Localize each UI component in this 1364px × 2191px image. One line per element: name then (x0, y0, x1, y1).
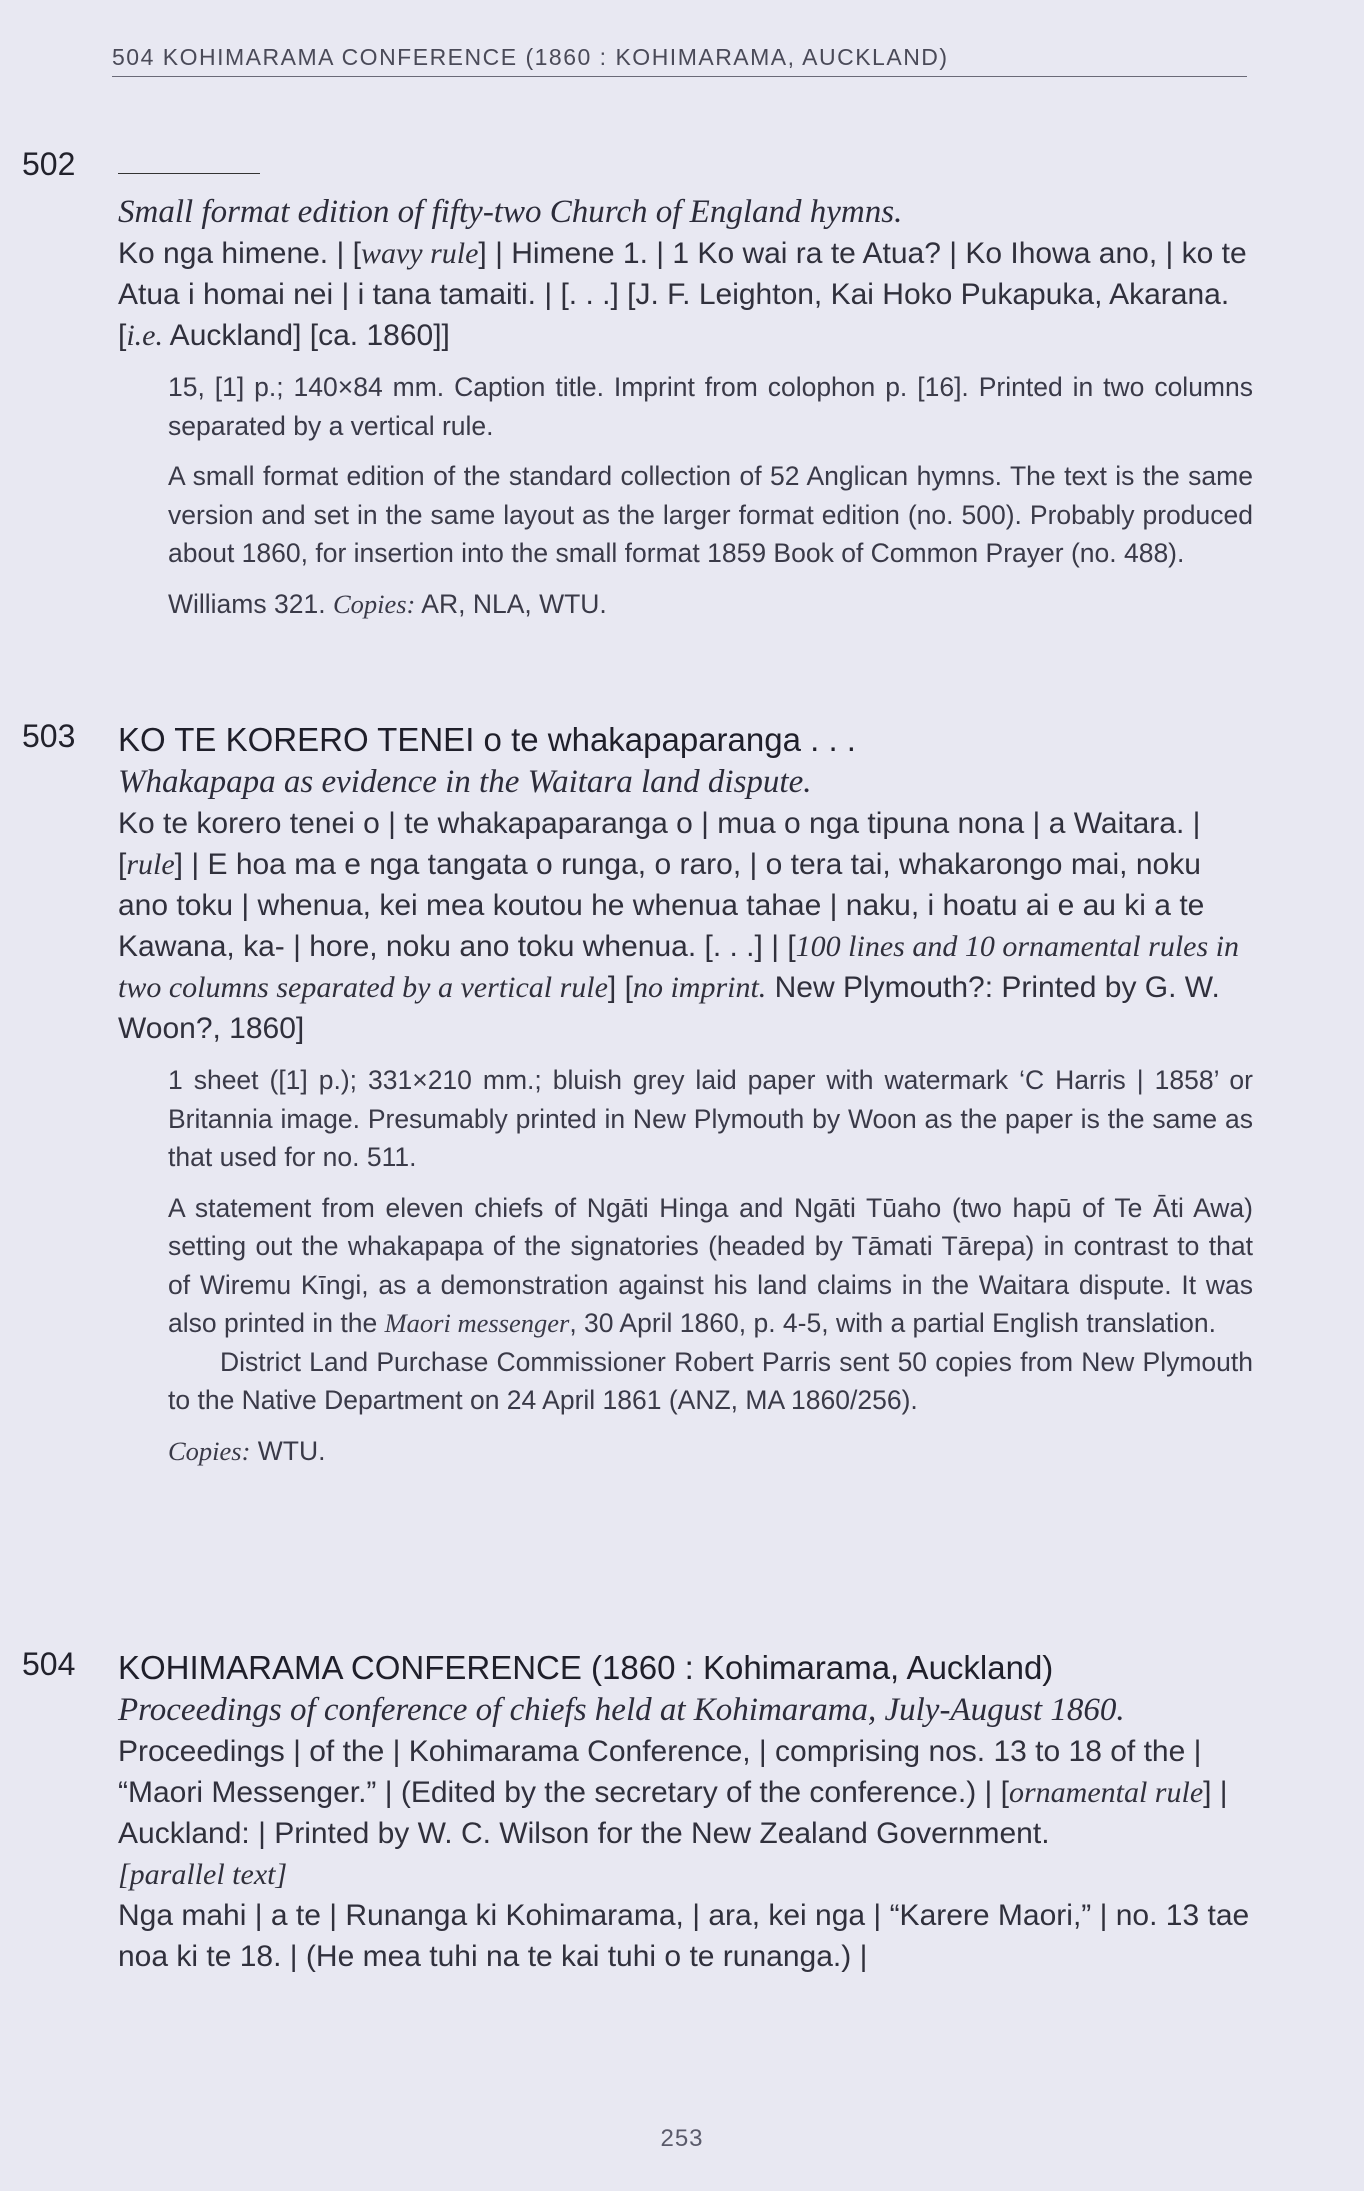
page-number: 253 (660, 2125, 704, 2152)
entry-number: 502 (22, 146, 76, 182)
entry-number: 504 (22, 1646, 76, 1682)
physical-description: 15, [1] p.; 140×84 mm. Caption title. Imprint from colophon p. [16]. Printed in two columns separated by a vertical rule. (168, 372, 1253, 441)
entry-body (118, 146, 1253, 623)
maori-transcription: Nga mahi | a te | Runanga ki Kohimarama, | ara, kei nga | “Karere Maori,” | no. 13 tae noa ki te 18. | (He mea tuhi na te kai tuhi o te runanga.) | (118, 1899, 1250, 1973)
entry-description: Proceedings of conference of chiefs held at Kohimarama, July-August 1860. (118, 1692, 1125, 1728)
running-head: 504 KOHIMARAMA CONFERENCE (1860 : KOHIMARAMA, AUCKLAND) (112, 44, 1247, 77)
repeat-dash (118, 173, 260, 174)
entry-body (118, 1646, 1253, 1977)
references: Williams 321. Copies: AR, NLA, WTU. (168, 588, 607, 619)
entry-note-continued: District Land Purchase Commissioner Robert Parris sent 50 copies from New Plymouth to the Native Department on 24 April 1861 (ANZ, MA 1860/256). (168, 1346, 1253, 1415)
physical-description: 1 sheet ([1] p.); 331×210 mm.; bluish grey laid paper with watermark ‘C Harris | 1858’ or Britannia image. Presumably printed in New Plymouth by Woon as the paper is the same as that used for no. 511. (168, 1065, 1253, 1172)
entry-body (118, 718, 1253, 1470)
entry-description: Whakapapa as evidence in the Waitara land dispute. (118, 764, 812, 800)
title-transcription: Ko te korero tenei o | te whakapaparanga o | mua o nga tipuna nona | a Waitara. | [rule] | E hoa ma e nga tangata o runga, o raro, | o tera tai, whakarongo mai, noku ano toku | whenua, kei mea koutou he whenua tahae | naku, i hoatu ai e au ki a te Kawana, ka- | hore, noku ano toku whenua. [. . .] | [100 lines and 10 ornamental rules in two columns separated by a vertical rule] [no imprint. New Plymouth?: Printed by G. W. Woon?, 1860] (118, 807, 1239, 1045)
entry-number: 503 (22, 718, 76, 754)
entry-note: A statement from eleven chiefs of Ngāti Hinga and Ngāti Tūaho (two hapū of Te Āti Awa) setting out the whakapapa of the signatories (headed by Tāmati Tārepa) in contrast to that of Wiremu Kīngi, as a demonstration against his land claims in the Waitara dispute. It was also printed in the Maori messenger, 30 April 1860, p. 4-5, with a partial English translation. (168, 1192, 1253, 1338)
entry-description: Small format edition of fifty-two Church of England hymns. (118, 194, 903, 230)
entry-note: A small format edition of the standard collection of 52 Anglican hymns. The text is the same version and set in the same layout as the larger format edition (no. 500). Probably produced about 1860, for insertion into the small format 1859 Book of Common Prayer (no. 488). (168, 461, 1253, 568)
references: Copies: WTU. (168, 1435, 326, 1466)
parallel-text-label: [parallel text] (118, 1858, 288, 1891)
entry-heading: KO TE KORERO TENEI o te whakapaparanga . . . (118, 721, 856, 758)
entry-heading: KOHIMARAMA CONFERENCE (1860 : Kohimarama, Auckland) (118, 1649, 1054, 1686)
title-transcription: Proceedings | of the | Kohimarama Conference, | comprising nos. 13 to 18 of the | “Maori Messenger.” | (Edited by the secretary of the conference.) | [ornamental rule] | Auckland: | Printed by W. C. Wilson for the New Zealand Government. (118, 1735, 1228, 1850)
repeat-heading-rule (118, 146, 1253, 190)
title-transcription: Ko nga himene. | [wavy rule] | Himene 1. | 1 Ko wai ra te Atua? | Ko Ihowa ano, | ko te Atua i homai nei | i tana tamaiti. | [. . .] [J. F. Leighton, Kai Hoko Pukapuka, Akarana. [i.e. Auckland] [ca. 1860]] (118, 237, 1247, 352)
